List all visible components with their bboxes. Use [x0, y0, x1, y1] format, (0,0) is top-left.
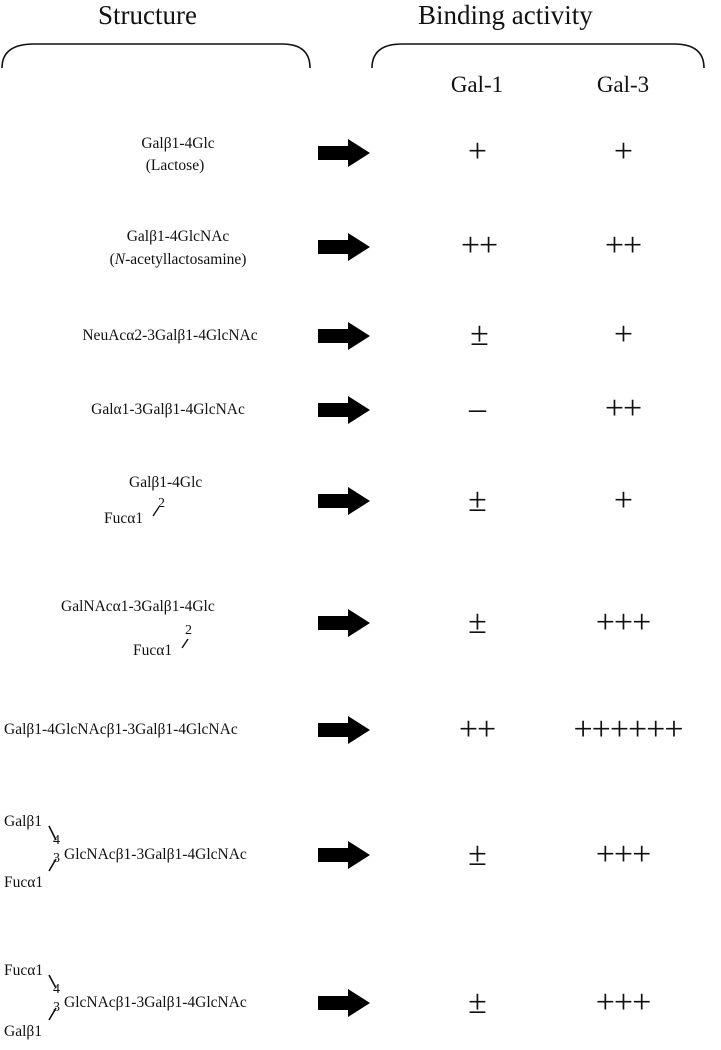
gal3-column-header: Gal-3 — [596, 72, 650, 97]
arrow-icon — [318, 609, 370, 637]
branch-residue: Fucα1 — [133, 642, 173, 659]
linkage-position: 2 — [185, 623, 192, 638]
structure-header: Structure — [98, 0, 197, 30]
gal3-activity: + — [613, 133, 633, 170]
gal3-activity: +++ — [595, 836, 651, 873]
linkage-position: 4 — [53, 833, 60, 848]
branch-residue: Fucα1 — [4, 874, 44, 891]
gal3-activity: + — [613, 316, 633, 353]
branch-residue: Galβ1 — [4, 813, 43, 830]
gal3-activity: ++ — [604, 227, 642, 264]
linkage-position: 3 — [53, 851, 60, 866]
structure-label: NeuAcα2-3Galβ1-4GlcNAc — [82, 327, 258, 344]
gal3-activity: +++ — [595, 984, 651, 1021]
branch-residue: Fucα1 — [104, 510, 144, 527]
structure-label: GlcNAcβ1-3Galβ1-4GlcNAc — [64, 846, 247, 863]
structure-label: Galα1-3Galβ1-4GlcNAc — [91, 401, 245, 418]
structure-common-name: (N-acetyllactosamine) — [109, 251, 247, 268]
linkage-position: 4 — [53, 982, 60, 997]
gal1-activity: ± — [468, 482, 486, 519]
arrow-icon — [318, 233, 370, 261]
arrow-icon — [318, 396, 370, 424]
arrow-icon — [318, 841, 370, 869]
gal1-activity: ± — [470, 316, 488, 353]
gal1-activity: ± — [468, 984, 486, 1021]
arrow-icon — [318, 989, 370, 1017]
linkage-position: 3 — [53, 1000, 60, 1015]
gal1-activity: ± — [468, 604, 486, 641]
arrow-icon — [318, 487, 370, 515]
binding-bracket — [372, 44, 704, 68]
arrow-icons — [318, 139, 370, 1017]
binding-activity-header: Binding activity — [418, 0, 593, 30]
branch-residue: Fucα1 — [4, 962, 44, 979]
structure-bracket — [2, 44, 310, 68]
gal3-activity: +++ — [595, 604, 651, 641]
structure-label: GlcNAcβ1-3Galβ1-4GlcNAc — [64, 994, 247, 1011]
structure-label: GalNAcα1-3Galβ1-4Glc — [61, 598, 215, 615]
gal1-column-header: Gal-1 — [450, 72, 504, 97]
structure-label: Galβ1-4Glc — [141, 135, 215, 152]
linkage-position: 2 — [158, 496, 165, 511]
gal3-activity: ++++++ — [573, 711, 683, 748]
structure-label: Galβ1-4GlcNAcβ1-3Galβ1-4GlcNAc — [4, 721, 238, 738]
structure-label: Galβ1-4GlcNAc — [126, 228, 230, 245]
link-line — [182, 639, 188, 648]
gal1-activity: ++ — [460, 227, 498, 264]
branch-residue: Galβ1 — [4, 1023, 43, 1040]
gal1-activity: ± — [468, 836, 486, 873]
arrow-icon — [318, 322, 370, 350]
structure-label: Galβ1-4Glc — [129, 474, 203, 491]
gal1-activity: – — [469, 390, 485, 427]
arrow-icon — [318, 139, 370, 167]
structure-common-name: (Lactose) — [145, 157, 205, 174]
gal3-activity: ++ — [604, 390, 642, 427]
gal1-activity: ++ — [458, 711, 496, 748]
arrow-icon — [318, 716, 370, 744]
gal3-activity: + — [613, 482, 633, 519]
gal1-activity: + — [467, 133, 487, 170]
